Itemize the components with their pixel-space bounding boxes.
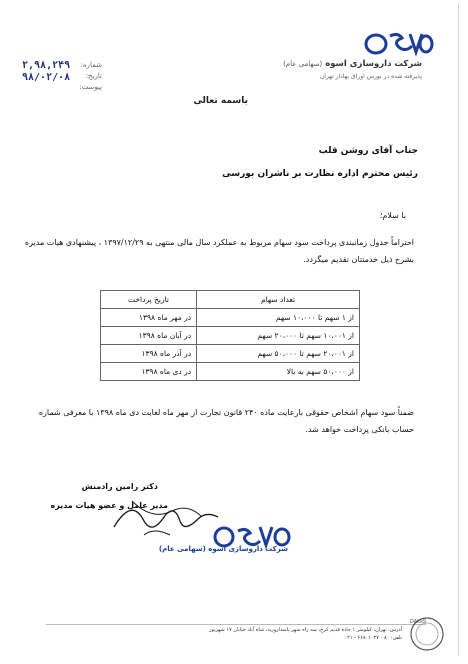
salutation: با سلام؛ [379,211,406,220]
table-header-row [101,291,360,309]
company-tagline: پذیرفته شده در بورس اوراق بهادار تهران [319,73,422,80]
stamp-caption: شرکت داروسازی اسوه (سهامی عام) [158,545,288,553]
table-row [101,363,360,381]
letter-page [4,4,459,656]
paragraph-note: ضمناً سود سهام اشخاص حقوقی بارعایت ماده ۲۴۰ قانون تجارت از مهر ماه لغایت دی ماه ۱۳۹۸ با معرفی شماره حساب بانکی پرداخت خواهد شد. [38,408,414,434]
meta-values [22,60,71,84]
table-row [101,327,360,345]
company-logo-icon [364,24,434,60]
handwritten-signature-icon [104,479,224,549]
number-label: شماره: [80,61,102,69]
footer-divider [46,624,426,625]
addressee-name: جناب آقای روشن قلب [318,146,418,156]
table-header-date: تاریخ پرداخت [101,291,197,309]
bismillah-heading: باسمه تعالی [193,96,248,106]
table-cell-date: در آبان ماه ۱۳۹۸ [101,327,197,345]
table-cell-date: در آذر ماه ۱۳۹۸ [101,345,197,363]
table-cell-shares: از ۵۰،۰۰۰ سهم به بالا [197,363,360,381]
company-name-text: شرکت داروسازی اسوه [325,59,422,69]
table-cell-shares: از ۱ سهم تا ۱۰،۰۰۰ سهم [197,309,360,327]
footer-phone-line: تلفن: ۸۰ - ۶۶۸۰۱۰۲۷ - ۰۲۱ [344,635,402,641]
table-cell-date: در مهر ماه ۱۳۹۸ [101,309,197,327]
number-value: ۲,۹۸,۲۴۹ [22,60,71,71]
table-cell-shares: از ۲۰،۰۰۱ سهم تا ۵۰،۰۰۰ سهم [197,345,360,363]
table-cell-date: در دی ماه ۱۳۹۸ [101,363,197,381]
company-name [283,59,422,69]
footer-address [82,626,402,642]
addressee-title: رئیس محترم اداره نظارت بر ناشران بورسی [222,169,418,179]
table-cell-shares: از ۱۰،۰۰۱ سهم تا ۲۰،۰۰۰ سهم [197,327,360,345]
dakks-label: DAkkS [410,619,427,625]
signatory-title: مدیر عامل و عضو هیات مدیره [50,501,168,510]
date-label: تاریخ: [85,72,102,80]
paragraph-intro: احتراماً جدول زمانبندی پرداخت سود سهام مربوط به عملکرد سال مالی منتهی به ۱۳۹۷/۱۲/۲۹ ، پیشنهادی هیات مدیره بشرح ذیل خدمتتان تقدیم میگردد. [24,238,414,264]
table-row [101,345,360,363]
attachment-label: پیوست: [79,83,102,91]
date-value: ۹۸/۰۲/۰۸ [22,72,71,83]
payment-schedule-table [100,290,360,381]
table-row [101,309,360,327]
table-header-shares: تعداد سهام [197,291,360,309]
company-suffix: (سهامی عام) [283,60,323,68]
signatory-name: دکتر رامین رادمنش [81,482,158,491]
footer-address-line: آدرس: تهران، کیلومتر ۱ جاده قدیم کرج، سه راه شهر پاسداروزیه، شاه آباد خیابان ۱۷ شهریور [209,627,402,633]
company-stamp-icon [210,519,300,564]
